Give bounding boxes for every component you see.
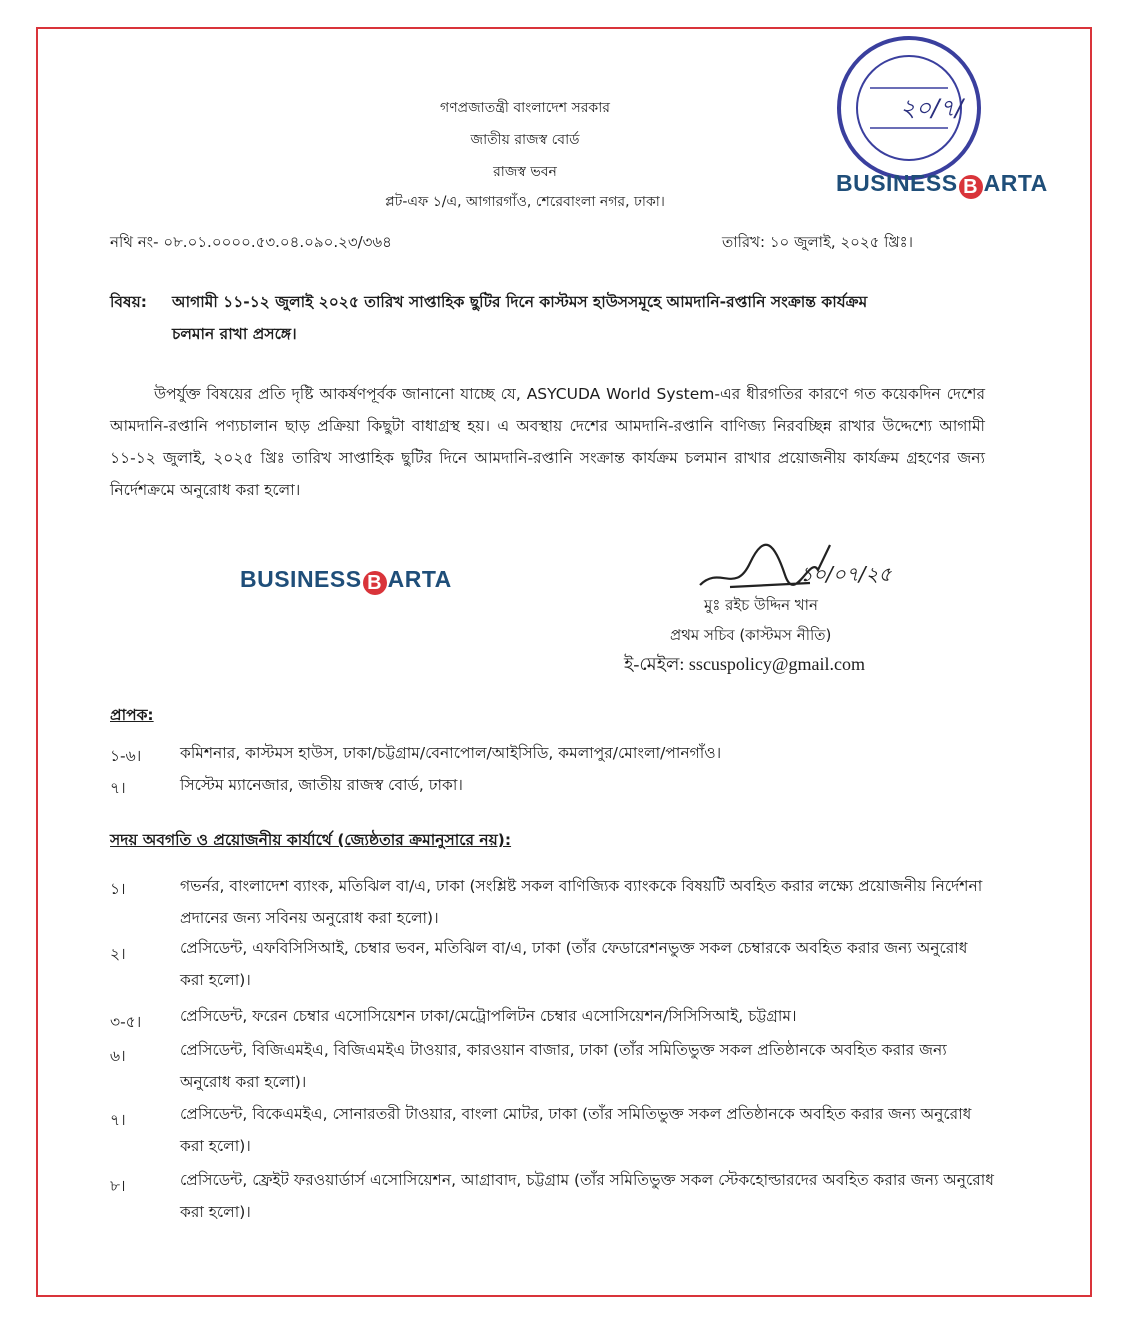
recipient-text: সিস্টেম ম্যানেজার, জাতীয় রাজস্ব বোর্ড, ঢাকা।	[180, 776, 463, 794]
cc-number: ১।	[110, 880, 126, 898]
header-government: গণপ্রজাতন্ত্রী বাংলাদেশ সরকার	[440, 100, 610, 116]
letter-date: তারিখ: ১০ জুলাই, ২০২৫ খ্রিঃ।	[722, 233, 913, 251]
cc-number: ৩-৫।	[110, 1013, 142, 1031]
signatory-designation: প্রথম সচিব (কাস্টমস নীতি)	[670, 626, 832, 644]
signature-icon	[690, 525, 900, 605]
watermark-logo-middle	[240, 566, 452, 595]
watermark-logo-top	[836, 170, 1048, 199]
header-building: রাজস্ব ভবন	[493, 164, 557, 180]
header-board: জাতীয় রাজস্ব বোর্ড	[470, 132, 580, 148]
seal-handwritten: ২০/৭/	[900, 94, 963, 122]
recipient-number: ৭।	[110, 779, 126, 797]
file-number: নথি নং- ০৮.০১.০০০০.৫৩.০৪.০৯০.২৩/৩৬৪	[110, 233, 392, 251]
header-address: প্লট-এফ ১/এ, আগারগাঁও, শেরেবাংলা নগর, ঢাকা।	[385, 194, 665, 210]
watermark-part1: BUSINESS	[240, 566, 362, 592]
signatory-name: মুঃ রইচ উদ্দিন খান	[704, 596, 818, 614]
watermark-part2: ARTA	[387, 566, 452, 592]
cc-text: প্রেসিডেন্ট, এফবিসিসিআই, চেম্বার ভবন, মতিঝিল বা/এ, ঢাকা (তাঁর ফেডারেশনভুক্ত সকল চেম্বারকে অবহিত করার জন্য অনুরোধ করা হলো)।	[180, 939, 968, 989]
cc-title: সদয় অবগতি ও প্রয়োজনীয় কার্যার্থে (জ্যেষ্ঠতার ক্রমানুসারে নয়):	[110, 831, 512, 849]
subject-label: বিষয়:	[110, 293, 147, 311]
recipient-text: কমিশনার, কাস্টমস হাউস, ঢাকা/চট্টগ্রাম/বেনাপোল/আইসিডি, কমলাপুর/মোংলা/পানগাঁও।	[180, 744, 722, 762]
watermark-part2: ARTA	[983, 170, 1048, 196]
subject-line2: চলমান রাখা প্রসঙ্গে।	[172, 325, 297, 343]
office-seal-icon	[830, 32, 988, 184]
body-paragraph: উপর্যুক্ত বিষয়ের প্রতি দৃষ্টি আকর্ষণপূর্বক জানানো যাচ্ছে যে, ASYCUDA World System-এর ধীরগতির কারণে গত কয়েকদিন দেশের আমদানি-রপ্তানি পণ্যচালান ছাড় প্রক্রিয়া কিছুটা বাধাগ্রস্থ হয়। এ অবস্থায় দেশের আমদানি-রপ্তানি বাণিজ্য নিরবচ্ছিন্ন রাখার উদ্দেশ্যে আগামী ১১-১২ জুলাই, ২০২৫ খ্রিঃ তারিখ সাপ্তাহিক ছুটির দিনে আমদানি-রপ্তানি সংক্রান্ত কার্যক্রম চলমান রাখার প্রয়োজনীয় কার্যক্রম গ্রহণের জন্য নির্দেশক্রমে অনুরোধ করা হলো।	[110, 385, 985, 499]
recipients-title: প্রাপক:	[110, 706, 154, 724]
watermark-part1: BUSINESS	[836, 170, 958, 196]
cc-number: ৮।	[110, 1177, 126, 1195]
watermark-letter: B	[363, 571, 387, 595]
signatory-email: ই-মেইল: sscuspolicy@gmail.com	[624, 654, 865, 674]
watermark-letter: B	[959, 175, 983, 199]
subject-line1: আগামী ১১-১২ জুলাই ২০২৫ তারিখ সাপ্তাহিক ছুটির দিনে কাস্টমস হাউসসমূহে আমদানি-রপ্তানি সংক্রান্ত কার্যক্রম	[172, 293, 868, 311]
cc-number: ২।	[110, 945, 126, 963]
cc-text: প্রেসিডেন্ট, বিজিএমইএ, বিজিএমইএ টাওয়ার, কারওয়ান বাজার, ঢাকা (তাঁর সমিতিভুক্ত সকল প্রতিষ্ঠানকে অবহিত করার জন্য অনুরোধ করা হলো)।	[180, 1041, 947, 1091]
cc-text: প্রেসিডেন্ট, ফ্রেইট ফরওয়ার্ডার্স এসোসিয়েশন, আগ্রাবাদ, চট্টগ্রাম (তাঁর সমিতিভুক্ত সকল স্টেকহোল্ডারদের অবহিত করার জন্য অনুরোধ করা হলো)।	[180, 1171, 994, 1221]
recipient-number: ১-৬।	[110, 747, 142, 765]
cc-text: গভর্নর, বাংলাদেশ ব্যাংক, মতিঝিল বা/এ, ঢাকা (সংশ্লিষ্ট সকল বাণিজ্যিক ব্যাংককে বিষয়টি অবহিত করার লক্ষ্যে প্রয়োজনীয় নির্দেশনা প্রদানের জন্য সবিনয় অনুরোধ করা হলো)।	[180, 877, 983, 927]
cc-text: প্রেসিডেন্ট, ফরেন চেম্বার এসোসিয়েশন ঢাকা/মেট্রোপলিটন চেম্বার এসোসিয়েশন/সিসিসিআই, চট্টগ্রাম।	[180, 1007, 797, 1025]
cc-number: ৬।	[110, 1047, 126, 1065]
cc-text: প্রেসিডেন্ট, বিকেএমইএ, সোনারতরী টাওয়ার, বাংলা মোটর, ঢাকা (তাঁর সমিতিভুক্ত সকল প্রতিষ্ঠানকে অবহিত করার জন্য অনুরোধ করা হলো)।	[180, 1105, 972, 1155]
cc-number: ৭।	[110, 1111, 126, 1129]
signature-date: ১০/০৭/২৫	[800, 562, 892, 586]
